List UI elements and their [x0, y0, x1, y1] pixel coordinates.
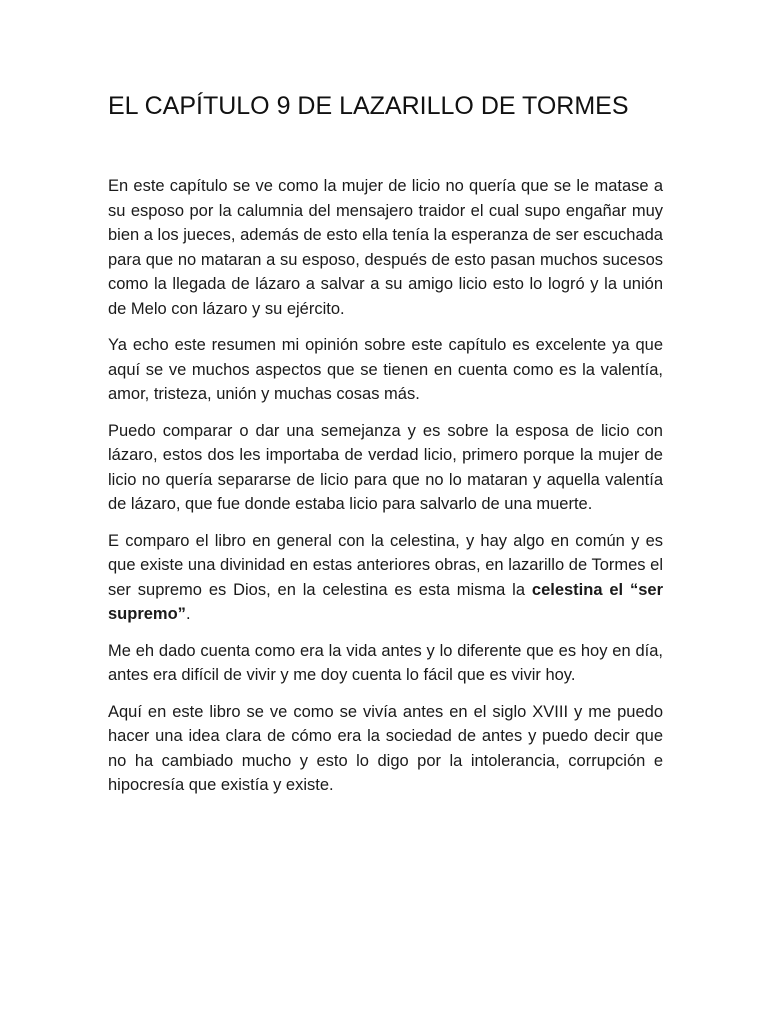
paragraph-2: Ya echo este resumen mi opinión sobre este capítulo es excelente ya que aquí se ve muchos aspectos que se tienen en cuenta como es la valentía, amor, tristeza, unión y muchas cosas más. [108, 336, 663, 403]
document-body [108, 174, 663, 810]
paragraph-4-bold-text: celestina el “ser supremo” [108, 580, 664, 623]
paragraph-6: Aquí en este libro se ve como se vivía antes en el siglo XVIII y me puedo hacer una idea clara de cómo era la sociedad de antes y puedo decir que no ha cambiado mucho y esto lo digo por la intolerancia, corrupción e hipocresía que existía y existe. [108, 702, 663, 794]
document-title: EL CAPÍTULO 9 DE LAZARILLO DE TORMES [108, 92, 629, 120]
paragraph-3: Puedo comparar o dar una semejanza y es sobre la esposa de licio con lázaro, estos dos les importaba de verdad licio, primero porque la mujer de licio no quería separarse de licio para que no lo mataran y aquella valentía de lázaro, que fue donde estaba licio para salvarlo de una muerte. [108, 421, 663, 513]
paragraph-4-end: . [185, 605, 191, 623]
paragraph-4 [108, 529, 663, 627]
paragraph-5: Me eh dado cuenta como era la vida antes y lo diferente que es hoy en día, antes era difícil de vivir y me doy cuenta lo fácil que es vivir hoy. [108, 641, 663, 684]
paragraph-4-text: E comparo el libro en general con la celestina, y hay algo en común y es que existe una divinidad en estas anteriores obras, en lazarillo de Tormes el ser supremo es Dios, en la celestina es esta misma la [108, 531, 663, 599]
paragraph-1: En este capítulo se ve como la mujer de licio no quería que se le matase a su esposo por la calumnia del mensajero traidor el cual supo engañar muy bien a los jueces, además de esto ella tenía la esperanza de ser escuchada para que no mataran a su esposo, después de esto pasan muchos sucesos como la llegada de lázaro a salvar a su amigo licio esto lo logró y la unión de Melo con lázaro y su ejército. [108, 177, 663, 318]
